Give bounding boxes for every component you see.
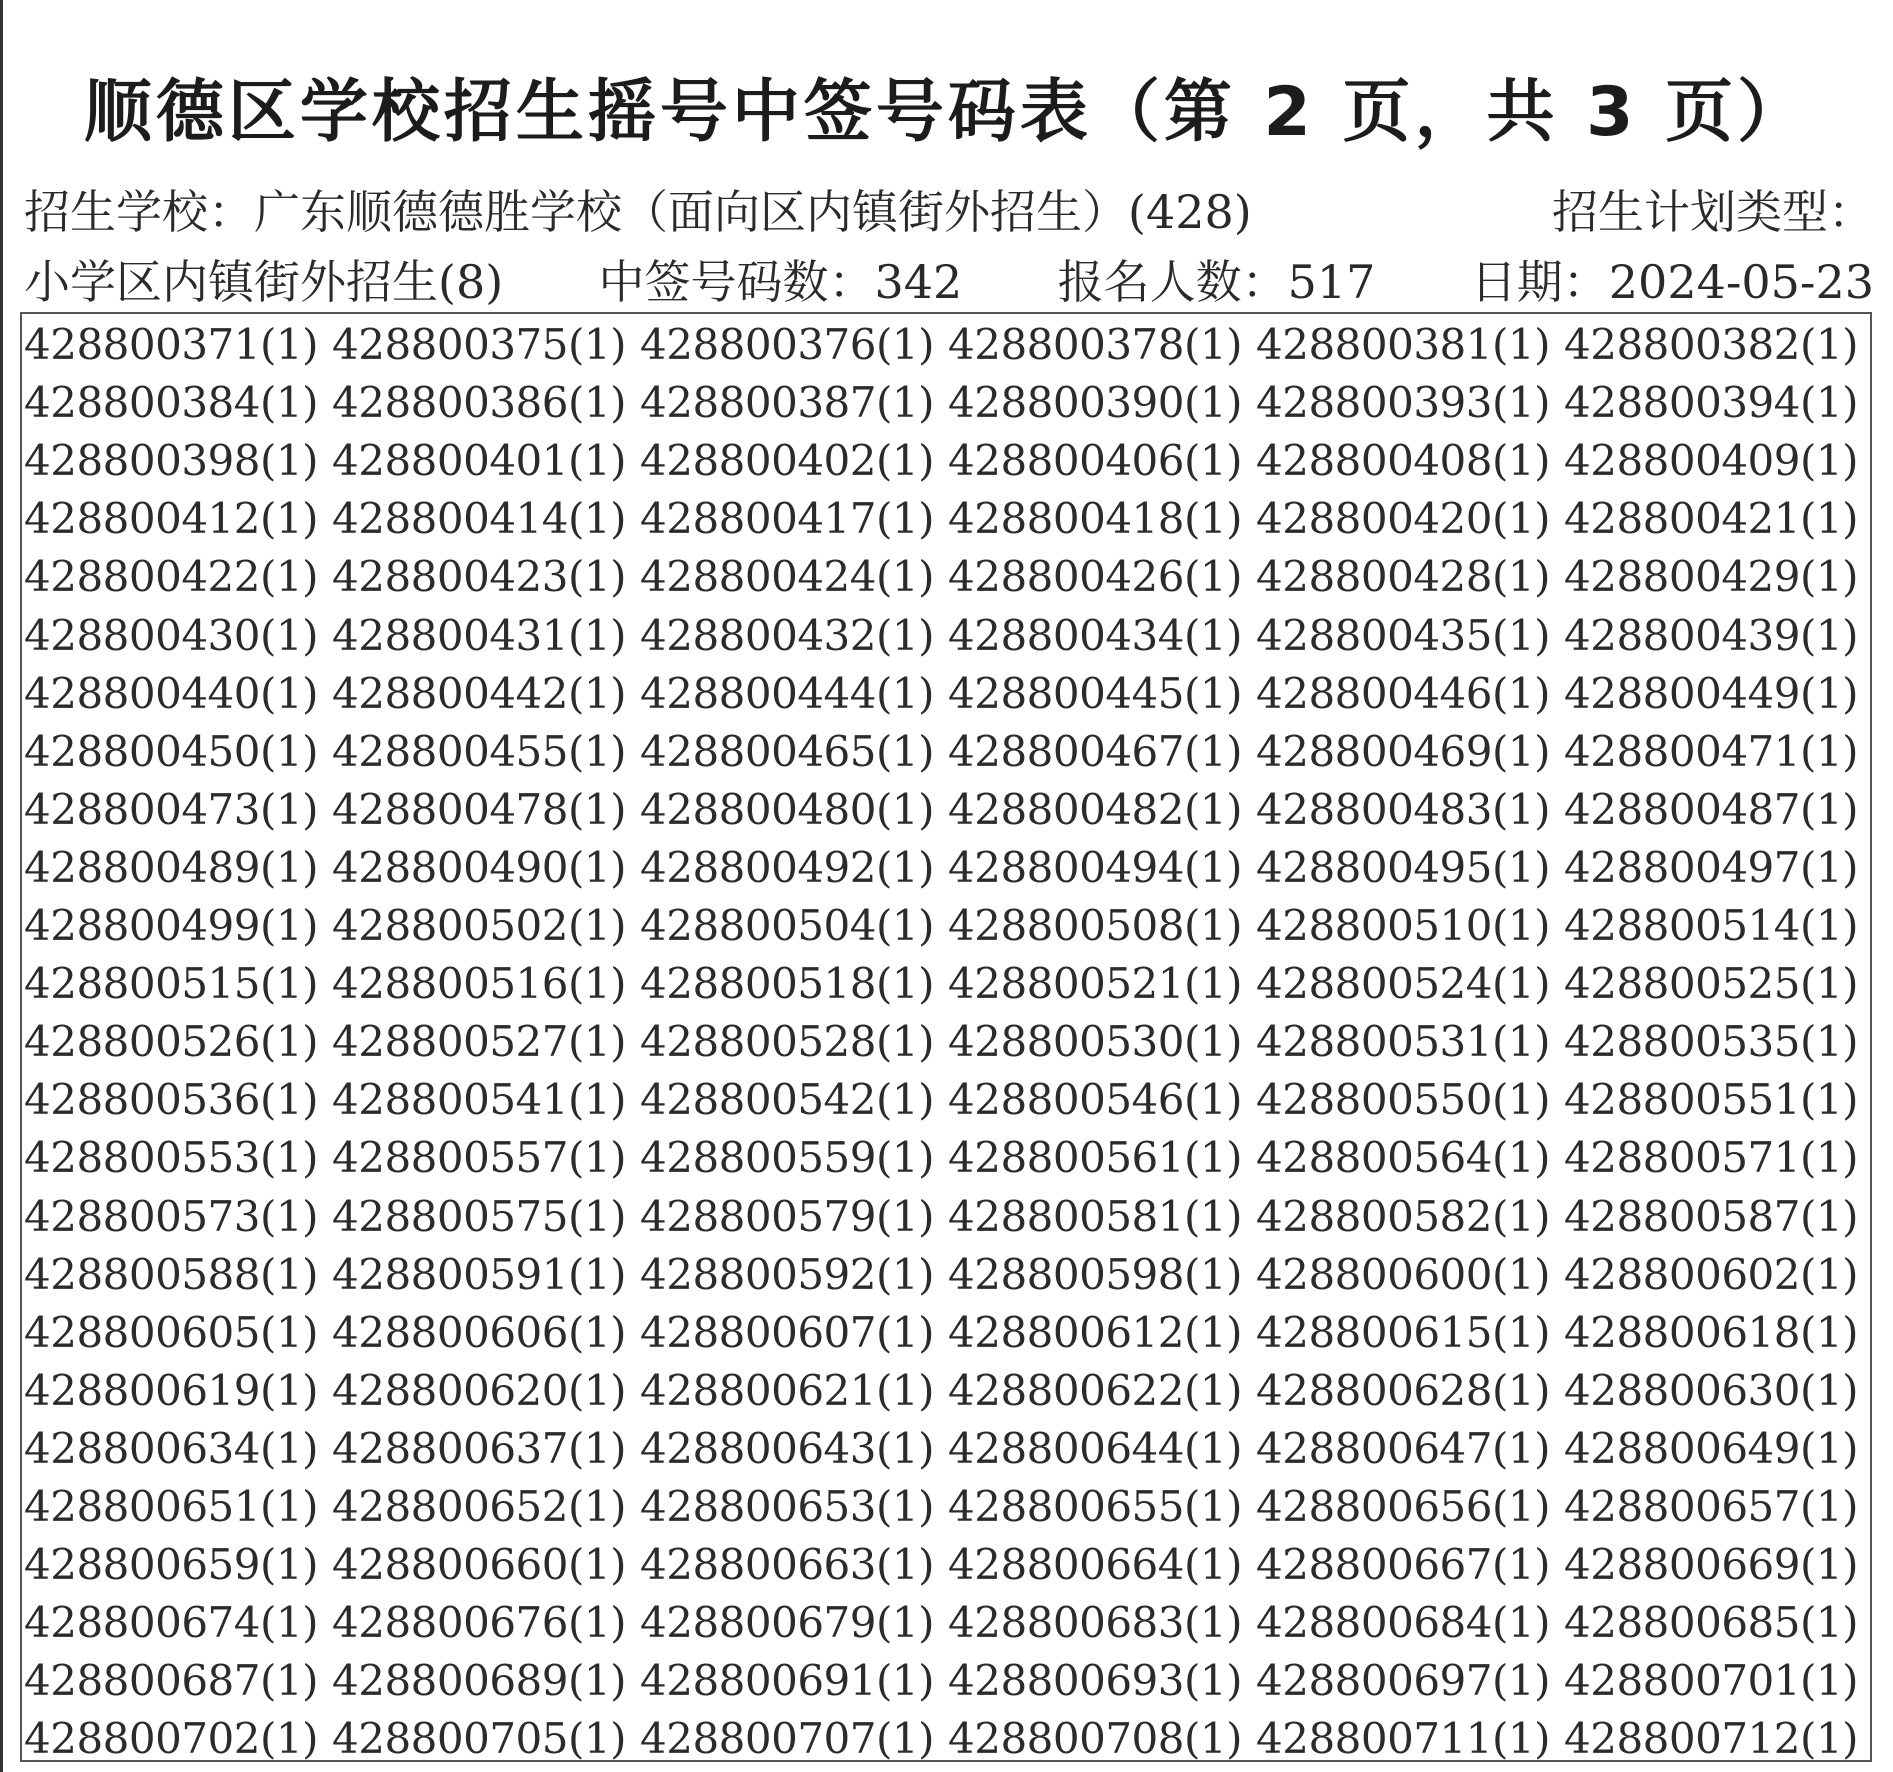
table-row	[22, 723, 1870, 781]
winning-number-cell: 428800401(1)	[332, 436, 626, 486]
winning-number-cell: 428800536(1)	[24, 1075, 318, 1125]
table-row	[22, 1710, 1870, 1768]
winning-number-cell: 428800423(1)	[332, 552, 626, 602]
winning-number-cell: 428800564(1)	[1256, 1133, 1550, 1183]
winning-number-cell: 428800683(1)	[948, 1598, 1242, 1648]
winning-number-cell: 428800542(1)	[640, 1075, 934, 1125]
table-row	[22, 490, 1870, 548]
winning-number-cell: 428800473(1)	[24, 784, 318, 834]
winning-number-cell: 428800615(1)	[1256, 1307, 1550, 1357]
winning-number-cell: 428800371(1)	[24, 320, 318, 369]
winning-number-cell: 428800546(1)	[948, 1075, 1242, 1125]
winning-number-cell: 428800605(1)	[24, 1307, 318, 1357]
applicant-count: 报名人数：517	[1057, 255, 1376, 309]
winning-number-cell: 428800657(1)	[1564, 1482, 1858, 1531]
winning-number-cell: 428800664(1)	[948, 1540, 1242, 1590]
winning-number-cell: 428800431(1)	[332, 610, 626, 660]
table-row	[22, 1362, 1870, 1420]
winning-number-cell: 428800439(1)	[1564, 610, 1858, 660]
winning-number-cell: 428800504(1)	[640, 901, 934, 950]
table-row	[22, 781, 1870, 839]
winning-number-cell: 428800712(1)	[1564, 1714, 1858, 1764]
table-row	[22, 1536, 1870, 1594]
winning-number-cell: 428800659(1)	[24, 1540, 318, 1590]
winning-number-cell: 428800591(1)	[332, 1249, 626, 1299]
lottery-date: 日期：2024-05-23	[1470, 255, 1874, 309]
table-row	[22, 607, 1870, 665]
winning-number-cell: 428800619(1)	[24, 1365, 318, 1415]
winning-number-cell: 428800622(1)	[948, 1365, 1242, 1415]
table-row	[22, 1188, 1870, 1246]
winning-number-cell: 428800592(1)	[640, 1249, 934, 1299]
winning-number-cell: 428800535(1)	[1564, 1017, 1858, 1067]
winning-number-cell: 428800406(1)	[948, 436, 1242, 486]
winning-number-cell: 428800634(1)	[24, 1423, 318, 1473]
winning-number-cell: 428800527(1)	[332, 1017, 626, 1067]
winning-number-cell: 428800471(1)	[1564, 726, 1858, 776]
winning-number-cell: 428800412(1)	[24, 494, 318, 544]
table-row	[22, 316, 1870, 374]
winning-number-cell: 428800656(1)	[1256, 1482, 1550, 1531]
winning-number-cell: 428800495(1)	[1256, 842, 1550, 892]
winning-number-cell: 428800429(1)	[1564, 552, 1858, 602]
winning-number-cell: 428800618(1)	[1564, 1307, 1858, 1357]
winning-number-cell: 428800409(1)	[1564, 436, 1858, 486]
winning-number-cell: 428800378(1)	[948, 320, 1242, 369]
winning-number-cell: 428800687(1)	[24, 1656, 318, 1706]
table-row	[22, 1478, 1870, 1536]
winning-number-cell: 428800420(1)	[1256, 494, 1550, 544]
winning-number-cell: 428800697(1)	[1256, 1656, 1550, 1706]
winning-number-cell: 428800386(1)	[332, 378, 626, 428]
winning-number-cell: 428800679(1)	[640, 1598, 934, 1648]
winning-number-cell: 428800531(1)	[1256, 1017, 1550, 1067]
winning-number-cell: 428800598(1)	[948, 1249, 1242, 1299]
school-info: 招生学校：广东顺德德胜学校（面向区内镇街外招生）(428)	[24, 185, 1252, 239]
winning-number-cell: 428800653(1)	[640, 1482, 934, 1531]
winning-number-cell: 428800637(1)	[332, 1423, 626, 1473]
winning-number-cell: 428800422(1)	[24, 552, 318, 602]
winning-number-cell: 428800705(1)	[332, 1714, 626, 1764]
winning-number-cell: 428800478(1)	[332, 784, 626, 834]
winning-number-cell: 428800541(1)	[332, 1075, 626, 1125]
winning-number-cell: 428800499(1)	[24, 901, 318, 950]
winning-number-cell: 428800393(1)	[1256, 378, 1550, 428]
winning-number-cell: 428800575(1)	[332, 1191, 626, 1241]
page-title: 顺德区学校招生摇号中签号码表（第 2 页，共 3 页）	[83, 73, 1810, 152]
winning-number-cell: 428800480(1)	[640, 784, 934, 834]
winning-number-cell: 428800693(1)	[948, 1656, 1242, 1706]
table-row	[22, 955, 1870, 1013]
table-row	[22, 374, 1870, 432]
winning-number-cell: 428800708(1)	[948, 1714, 1242, 1764]
winning-number-cell: 428800428(1)	[1256, 552, 1550, 602]
page-left-border	[0, 0, 3, 1772]
winning-number-cell: 428800647(1)	[1256, 1423, 1550, 1473]
winning-number-cell: 428800508(1)	[948, 901, 1242, 950]
winning-number-cell: 428800674(1)	[24, 1598, 318, 1648]
winning-number-cell: 428800432(1)	[640, 610, 934, 660]
winning-number-cell: 428800587(1)	[1564, 1191, 1858, 1241]
winning-number-cell: 428800414(1)	[332, 494, 626, 544]
table-row	[22, 1304, 1870, 1362]
winning-number-cell: 428800417(1)	[640, 494, 934, 544]
winning-number-cell: 428800525(1)	[1564, 959, 1858, 1009]
table-row	[22, 1071, 1870, 1129]
winning-number-cell: 428800644(1)	[948, 1423, 1242, 1473]
winning-number-cell: 428800643(1)	[640, 1423, 934, 1473]
winning-number-cell: 428800521(1)	[948, 959, 1242, 1009]
winning-number-cell: 428800530(1)	[948, 1017, 1242, 1067]
winning-number-cell: 428800551(1)	[1564, 1075, 1858, 1125]
plan-type-value: 小学区内镇街外招生(8)	[24, 255, 504, 309]
winning-number-cell: 428800387(1)	[640, 378, 934, 428]
winning-number-cell: 428800421(1)	[1564, 494, 1858, 544]
winning-number-cell: 428800524(1)	[1256, 959, 1550, 1009]
winning-number-cell: 428800398(1)	[24, 436, 318, 486]
winning-number-cell: 428800384(1)	[24, 378, 318, 428]
winning-number-cell: 428800667(1)	[1256, 1540, 1550, 1590]
winning-number-cell: 428800510(1)	[1256, 901, 1550, 950]
winning-number-cell: 428800651(1)	[24, 1482, 318, 1531]
winning-number-cell: 428800483(1)	[1256, 784, 1550, 834]
table-row	[22, 432, 1870, 490]
winning-number-cell: 428800702(1)	[24, 1714, 318, 1764]
table-row	[22, 1129, 1870, 1187]
winning-number-cell: 428800685(1)	[1564, 1598, 1858, 1648]
winning-number-cell: 428800487(1)	[1564, 784, 1858, 834]
winning-number-cell: 428800571(1)	[1564, 1133, 1858, 1183]
winning-count: 中签号码数：342	[598, 255, 963, 309]
winning-number-cell: 428800518(1)	[640, 959, 934, 1009]
winning-number-cell: 428800607(1)	[640, 1307, 934, 1357]
winning-number-cell: 428800440(1)	[24, 668, 318, 718]
winning-number-cell: 428800435(1)	[1256, 610, 1550, 660]
winning-number-cell: 428800449(1)	[1564, 668, 1858, 718]
winning-number-cell: 428800469(1)	[1256, 726, 1550, 776]
winning-number-cell: 428800630(1)	[1564, 1365, 1858, 1415]
winning-number-cell: 428800621(1)	[640, 1365, 934, 1415]
winning-number-cell: 428800600(1)	[1256, 1249, 1550, 1299]
winning-number-cell: 428800606(1)	[332, 1307, 626, 1357]
winning-number-cell: 428800612(1)	[948, 1307, 1242, 1357]
winning-number-cell: 428800628(1)	[1256, 1365, 1550, 1415]
winning-number-cell: 428800573(1)	[24, 1191, 318, 1241]
table-row	[22, 1246, 1870, 1304]
table-row	[22, 665, 1870, 723]
winning-number-cell: 428800561(1)	[948, 1133, 1242, 1183]
winning-number-cell: 428800394(1)	[1564, 378, 1858, 428]
winning-number-cell: 428800494(1)	[948, 842, 1242, 892]
winning-number-cell: 428800559(1)	[640, 1133, 934, 1183]
table-row	[22, 1013, 1870, 1071]
winning-number-cell: 428800676(1)	[332, 1598, 626, 1648]
winning-number-cell: 428800588(1)	[24, 1249, 318, 1299]
winning-number-cell: 428800426(1)	[948, 552, 1242, 602]
winning-number-cell: 428800707(1)	[640, 1714, 934, 1764]
table-row	[22, 897, 1870, 955]
winning-number-cell: 428800515(1)	[24, 959, 318, 1009]
winning-number-cell: 428800649(1)	[1564, 1423, 1858, 1473]
winning-number-cell: 428800430(1)	[24, 610, 318, 660]
winning-number-cell: 428800408(1)	[1256, 436, 1550, 486]
winning-number-cell: 428800557(1)	[332, 1133, 626, 1183]
winning-number-cell: 428800620(1)	[332, 1365, 626, 1415]
winning-number-cell: 428800467(1)	[948, 726, 1242, 776]
winning-number-cell: 428800689(1)	[332, 1656, 626, 1706]
winning-number-cell: 428800553(1)	[24, 1133, 318, 1183]
winning-number-cell: 428800711(1)	[1256, 1714, 1550, 1764]
winning-number-cell: 428800526(1)	[24, 1017, 318, 1067]
winning-number-cell: 428800528(1)	[640, 1017, 934, 1067]
winning-number-cell: 428800663(1)	[640, 1540, 934, 1590]
info-line-2	[24, 246, 1874, 312]
winning-number-cell: 428800684(1)	[1256, 1598, 1550, 1648]
winning-number-cell: 428800382(1)	[1564, 320, 1858, 369]
winning-number-cell: 428800482(1)	[948, 784, 1242, 834]
table-row	[22, 548, 1870, 606]
winning-number-cell: 428800424(1)	[640, 552, 934, 602]
winning-number-cell: 428800550(1)	[1256, 1075, 1550, 1125]
winning-numbers-table	[20, 312, 1872, 1762]
winning-number-cell: 428800381(1)	[1256, 320, 1550, 369]
winning-number-cell: 428800497(1)	[1564, 842, 1858, 892]
winning-number-cell: 428800582(1)	[1256, 1191, 1550, 1241]
winning-number-cell: 428800455(1)	[332, 726, 626, 776]
winning-number-cell: 428800602(1)	[1564, 1249, 1858, 1299]
winning-number-cell: 428800446(1)	[1256, 668, 1550, 718]
winning-number-cell: 428800669(1)	[1564, 1540, 1858, 1590]
table-row	[22, 1594, 1870, 1652]
table-row	[22, 1420, 1870, 1478]
winning-number-cell: 428800579(1)	[640, 1191, 934, 1241]
winning-number-cell: 428800691(1)	[640, 1656, 934, 1706]
winning-number-cell: 428800516(1)	[332, 959, 626, 1009]
winning-number-cell: 428800514(1)	[1564, 901, 1858, 950]
winning-number-cell: 428800418(1)	[948, 494, 1242, 544]
winning-number-cell: 428800489(1)	[24, 842, 318, 892]
winning-number-cell: 428800581(1)	[948, 1191, 1242, 1241]
winning-number-cell: 428800390(1)	[948, 378, 1242, 428]
winning-number-cell: 428800442(1)	[332, 668, 626, 718]
winning-number-cell: 428800376(1)	[640, 320, 934, 369]
winning-number-cell: 428800655(1)	[948, 1482, 1242, 1531]
winning-number-cell: 428800502(1)	[332, 901, 626, 950]
winning-number-cell: 428800375(1)	[332, 320, 626, 369]
table-row	[22, 1652, 1870, 1710]
winning-number-cell: 428800434(1)	[948, 610, 1242, 660]
info-line-1	[24, 176, 1874, 242]
plan-type-label: 招生计划类型：	[1552, 185, 1874, 239]
winning-number-cell: 428800701(1)	[1564, 1656, 1858, 1706]
winning-number-cell: 428800402(1)	[640, 436, 934, 486]
winning-number-cell: 428800490(1)	[332, 842, 626, 892]
winning-number-cell: 428800445(1)	[948, 668, 1242, 718]
winning-number-cell: 428800652(1)	[332, 1482, 626, 1531]
table-row	[22, 839, 1870, 897]
winning-number-cell: 428800450(1)	[24, 726, 318, 776]
winning-number-cell: 428800444(1)	[640, 668, 934, 718]
winning-number-cell: 428800465(1)	[640, 726, 934, 776]
winning-number-cell: 428800660(1)	[332, 1540, 626, 1590]
winning-number-cell: 428800492(1)	[640, 842, 934, 892]
